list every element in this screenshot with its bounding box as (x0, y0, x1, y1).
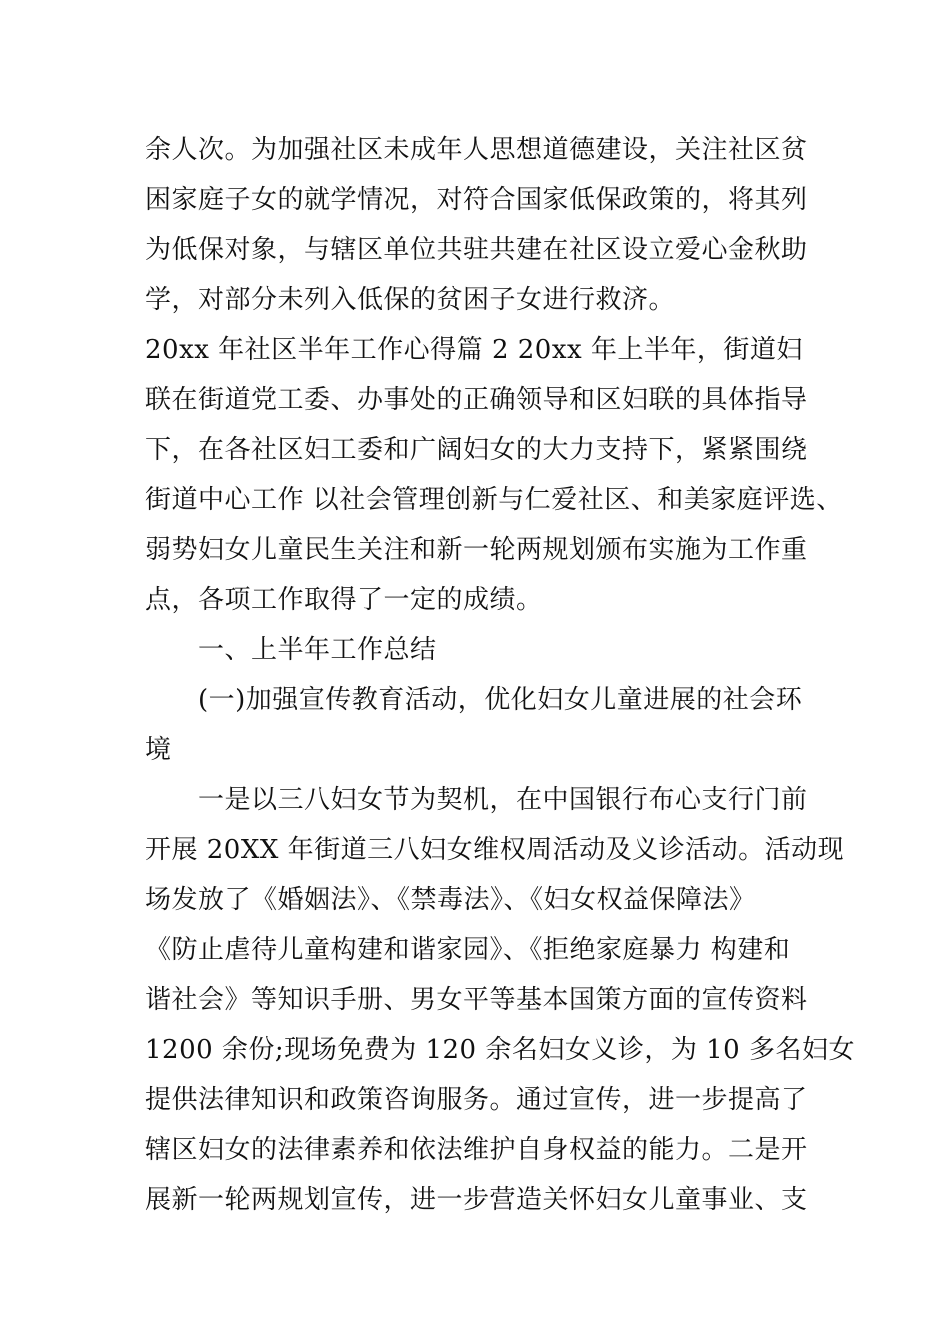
subheading-line: 一、上半年工作总结 (198, 635, 437, 665)
text-line: 点，各项工作取得了一定的成绩。 (145, 585, 543, 615)
text-line: 余人次。为加强社区未成年人思想道德建设，关注社区贫 (145, 135, 808, 165)
text-line: 1200 余份;现场免费为 120 余名妇女义诊，为 10 多名妇女 (145, 1035, 855, 1065)
text-line: 弱势妇女儿童民生关注和新一轮两规划颁布实施为工作重 (145, 535, 808, 565)
text-line: 为低保对象，与辖区单位共驻共建在社区设立爱心金秋助 (145, 235, 808, 265)
text-line: 一是以三八妇女节为契机，在中国银行布心支行门前 (198, 785, 808, 815)
text-line: 学，对部分未列入低保的贫困子女进行救济。 (145, 285, 676, 315)
text-line: 展新一轮两规划宣传，进一步营造关怀妇女儿童事业、支 (145, 1185, 808, 1215)
text-line: 提供法律知识和政策咨询服务。通过宣传，进一步提高了 (145, 1085, 808, 1115)
text-line: 境 (145, 735, 172, 765)
text-line: 开展 20XX 年街道三八妇女维权周活动及义诊活动。活动现 (145, 835, 845, 865)
text-line: 街道中心工作 以社会管理创新与仁爱社区、和美家庭评选、 (145, 485, 843, 515)
text-line: 下，在各社区妇工委和广阔妇女的大力支持下，紧紧围绕 (145, 435, 808, 465)
subheading-line: (一)加强宣传教育活动，优化妇女儿童进展的社会环 (198, 685, 803, 715)
text-line: 场发放了《婚姻法》、《禁毒法》、《妇女权益保障法》 (145, 885, 756, 915)
section-heading-line: 20xx 年社区半年工作心得篇 2 20xx 年上半年，街道妇 (145, 335, 803, 365)
text-line: 联在街道党工委、办事处的正确领导和区妇联的具体指导 (145, 385, 808, 415)
text-line: 辖区妇女的法律素养和依法维护自身权益的能力。二是开 (145, 1135, 808, 1165)
text-line: 谐社会》等知识手册、男女平等基本国策方面的宣传资料 (145, 985, 808, 1015)
text-line: 《防止虐待儿童构建和谐家园》、《拒绝家庭暴力 构建和 (145, 935, 791, 965)
text-line: 困家庭子女的就学情况，对符合国家低保政策的，将其列 (145, 185, 808, 215)
